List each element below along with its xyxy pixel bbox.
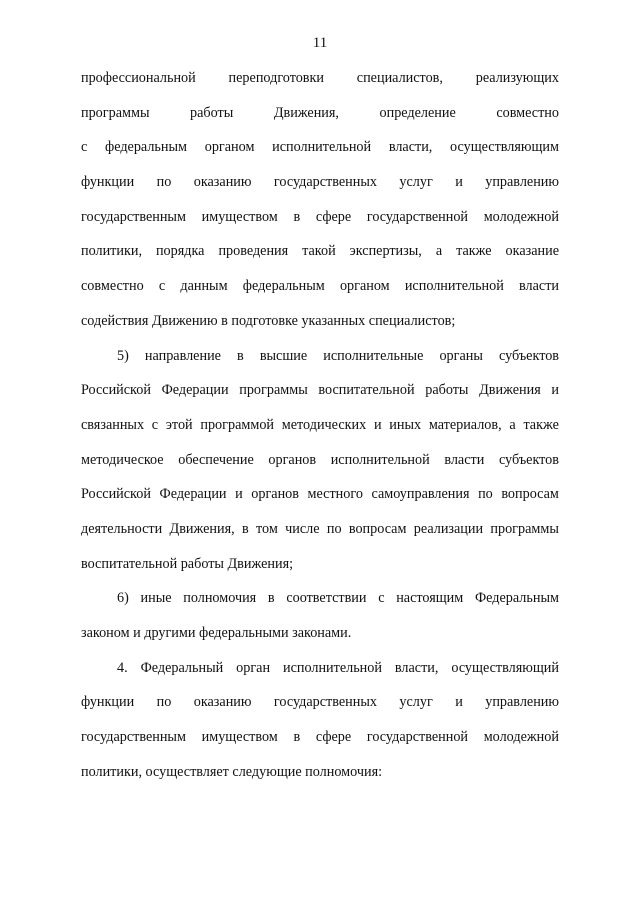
- word: а: [435, 243, 443, 260]
- word: Федерации: [159, 486, 227, 503]
- text-line: [81, 137, 559, 172]
- word: Федеральным: [474, 590, 559, 607]
- word: по: [326, 520, 342, 537]
- word: власти: [519, 278, 559, 295]
- word: органом: [204, 139, 255, 156]
- word: государственных: [273, 174, 377, 191]
- text-line: [81, 380, 559, 415]
- word: реализации: [413, 520, 484, 537]
- word: Движения,: [273, 104, 339, 121]
- word: а: [509, 416, 516, 433]
- word: и: [455, 174, 463, 191]
- word: с: [151, 416, 159, 433]
- word: по: [478, 486, 493, 503]
- word: субъектов: [498, 347, 559, 364]
- word: исполнительной: [282, 659, 382, 676]
- word: порядка: [155, 243, 205, 260]
- word: Федерации: [161, 382, 229, 399]
- word: совместно: [496, 104, 559, 121]
- word: с: [81, 139, 88, 156]
- word: исполнительные: [323, 347, 424, 364]
- word: проведения: [218, 243, 289, 260]
- text-line: [81, 692, 559, 727]
- word: в: [293, 729, 301, 746]
- word: субъектов: [498, 451, 559, 468]
- word: услуг: [399, 174, 433, 191]
- word: обеспечение: [178, 451, 254, 468]
- word: направление: [144, 347, 221, 364]
- word: управлению: [485, 174, 559, 191]
- word: такой: [302, 243, 336, 260]
- word: власти: [444, 451, 485, 468]
- word: оказанию: [193, 174, 252, 191]
- word: методическое: [81, 451, 164, 468]
- word: в: [237, 347, 244, 364]
- word: власти,: [394, 659, 439, 676]
- word: функции: [81, 174, 135, 191]
- word: экспертизы,: [349, 243, 422, 260]
- text-line: [81, 484, 559, 519]
- word: управлению: [485, 694, 559, 711]
- word: осуществляющий: [451, 659, 559, 676]
- word: соответствии: [286, 590, 367, 607]
- word: государственным: [81, 208, 186, 225]
- word: исполнительной: [404, 278, 504, 295]
- word: Российской: [81, 382, 151, 399]
- word: и: [455, 694, 463, 711]
- word: также: [523, 416, 559, 433]
- word: самоуправления: [371, 486, 470, 503]
- word: органом: [339, 278, 390, 295]
- word: данным: [180, 278, 228, 295]
- word: сфере: [315, 208, 352, 225]
- text-line: [81, 658, 559, 693]
- word: политики,: [81, 243, 142, 260]
- word: в: [293, 208, 301, 225]
- word: работы: [425, 382, 469, 399]
- text-line: воспитательной работы Движения;: [81, 555, 294, 572]
- word: власти,: [388, 139, 433, 156]
- word: исполнительной: [330, 451, 430, 468]
- word: органы: [439, 347, 483, 364]
- word: Федеральный: [140, 659, 224, 676]
- word: полномочия: [183, 590, 257, 607]
- word: программы: [239, 382, 308, 399]
- word: программой: [200, 416, 275, 433]
- word: определение: [379, 104, 456, 121]
- word: оказанию: [193, 694, 252, 711]
- word: материалов,: [428, 416, 502, 433]
- text-line: [81, 519, 559, 554]
- word: имуществом: [201, 208, 278, 225]
- word: органов: [268, 451, 317, 468]
- word: молодежной: [483, 208, 559, 225]
- word: исполнительной: [272, 139, 372, 156]
- word: осуществляющим: [450, 139, 559, 156]
- word: государственной: [366, 729, 469, 746]
- text-line: политики, осуществляет следующие полномочия:: [81, 763, 383, 780]
- word: местного: [307, 486, 363, 503]
- word: оказание: [505, 243, 559, 260]
- word: государственной: [366, 208, 469, 225]
- document-body: [81, 68, 559, 796]
- text-line: [81, 588, 559, 623]
- word: молодежной: [483, 729, 559, 746]
- word: и: [551, 382, 559, 399]
- word: в: [267, 590, 275, 607]
- word: иных: [389, 416, 422, 433]
- text-line: [81, 450, 559, 485]
- word: программы: [81, 104, 150, 121]
- word: высшие: [259, 347, 308, 364]
- word: том: [256, 520, 278, 537]
- word: по: [156, 694, 172, 711]
- word: этой: [165, 416, 193, 433]
- word: с: [158, 278, 166, 295]
- word: функции: [81, 694, 135, 711]
- word: федеральным: [242, 278, 325, 295]
- word: работы: [190, 104, 234, 121]
- word: Российской: [81, 486, 151, 503]
- word: с: [378, 590, 385, 607]
- word: также: [456, 243, 492, 260]
- word: органов: [251, 486, 299, 503]
- text-line: [81, 241, 559, 276]
- text-line: законом и другими федеральными законами.: [81, 625, 352, 641]
- word: Движения,: [169, 520, 235, 537]
- word: профессиональной: [81, 70, 196, 86]
- word: связанных: [81, 416, 145, 433]
- word: вопросам: [501, 486, 559, 503]
- word: федеральным: [105, 139, 188, 156]
- text-line: содействия Движению в подготовке указанных специалистов;: [81, 312, 456, 329]
- text-line: [81, 68, 559, 103]
- word: услуг: [399, 694, 433, 711]
- word: настоящим: [396, 590, 464, 607]
- word: вопросам: [348, 520, 407, 537]
- text-line: [81, 276, 559, 311]
- word: совместно: [81, 278, 144, 295]
- word: воспитательной: [318, 382, 415, 399]
- word: государственных: [273, 694, 377, 711]
- word: в: [241, 520, 249, 537]
- page-number: 11: [312, 35, 328, 51]
- word: реализующих: [475, 70, 559, 86]
- word: государственным: [81, 729, 186, 746]
- word: и: [235, 486, 243, 503]
- word: имуществом: [201, 729, 278, 746]
- word: 5): [117, 347, 129, 364]
- text-line: [81, 346, 559, 381]
- text-line: [81, 172, 559, 207]
- word: деятельности: [81, 520, 163, 537]
- word: Движения: [479, 382, 541, 399]
- word: сфере: [315, 729, 352, 746]
- text-line: [81, 415, 559, 450]
- text-line: [81, 727, 559, 762]
- text-line: [81, 103, 559, 138]
- word: специалистов,: [356, 70, 443, 86]
- word: программы: [490, 520, 559, 537]
- text-line: [81, 207, 559, 242]
- word: по: [156, 174, 172, 191]
- word: иные: [140, 590, 172, 607]
- word: переподготовки: [228, 70, 324, 86]
- word: числе: [285, 520, 320, 537]
- word: 6): [117, 590, 129, 607]
- word: методических: [281, 416, 367, 433]
- word: орган: [236, 659, 271, 676]
- word: и: [373, 416, 382, 433]
- word: 4.: [117, 659, 128, 676]
